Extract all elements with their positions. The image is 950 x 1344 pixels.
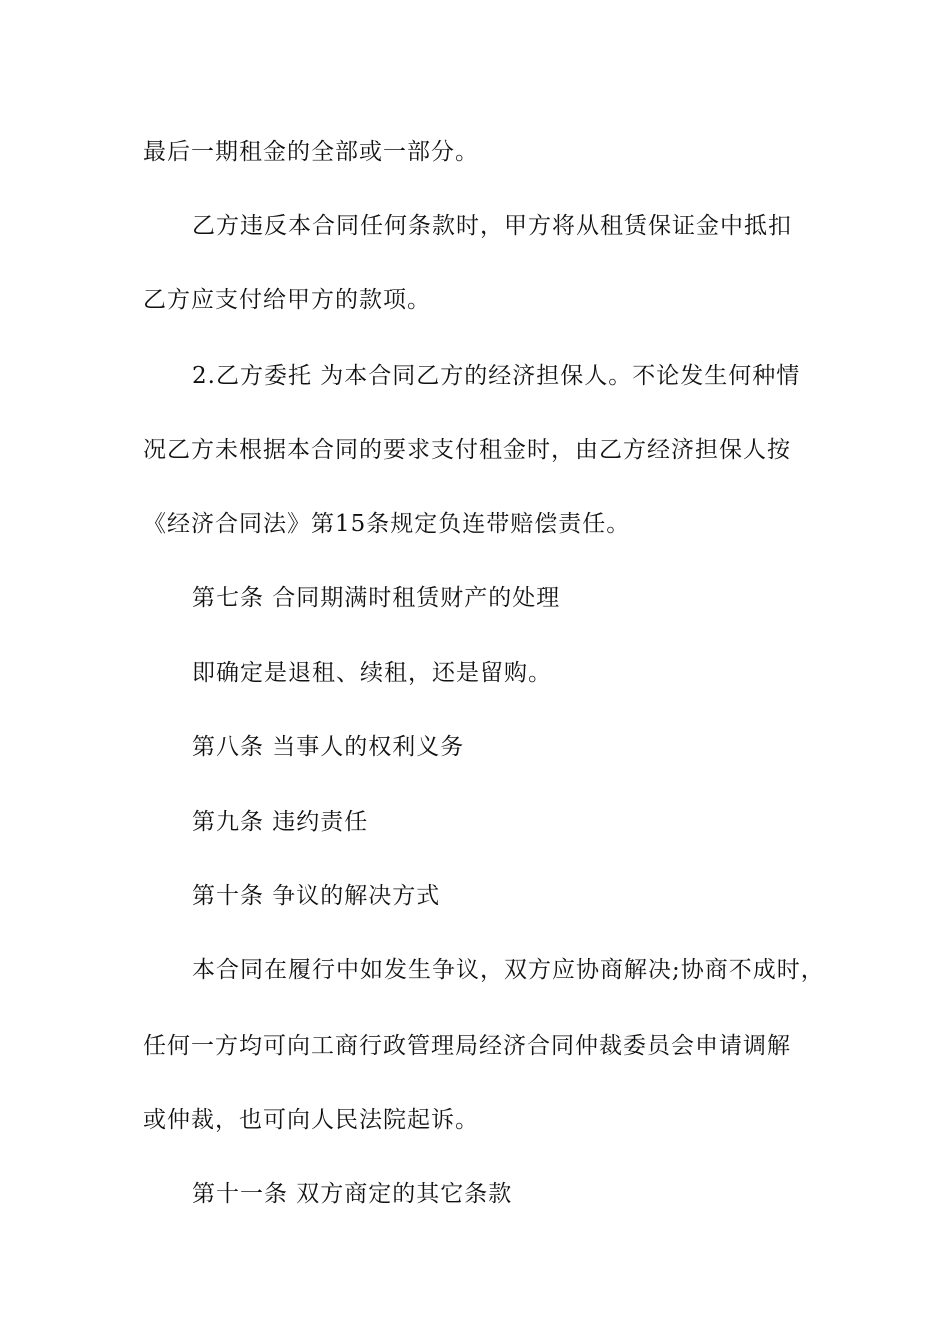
article-heading: 第八条 当事人的权利义务 [192,734,465,760]
paragraph-line: 任何一方均可向工商行政管理局经济合同仲裁委员会申请调解 [143,1033,791,1059]
paragraph-line: 乙方违反本合同任何条款时，甲方将从租赁保证金中抵扣 [192,213,792,239]
paragraph-line: 乙方应支付给甲方的款项。 [143,287,431,313]
article-heading: 第十条 争议的解决方式 [192,883,441,909]
article-heading: 第九条 违约责任 [192,809,369,835]
paragraph-line: 况乙方未根据本合同的要求支付租金时，由乙方经济担保人按 [143,437,791,463]
article-heading: 第七条 合同期满时租赁财产的处理 [192,585,561,611]
paragraph-line: 2.乙方委托 为本合同乙方的经济担保人。不论发生何种情 [192,363,801,389]
paragraph-line: 本合同在履行中如发生争议，双方应协商解决;协商不成时， [192,957,825,983]
paragraph-line: 《经济合同法》第15条规定负连带赔偿责任。 [143,511,631,537]
article-heading: 第十一条 双方商定的其它条款 [192,1181,513,1207]
paragraph-line: 最后一期租金的全部或一部分。 [143,139,479,165]
paragraph-line: 或仲裁，也可向人民法院起诉。 [143,1107,479,1133]
paragraph-line: 即确定是退租、续租，还是留购。 [192,660,552,686]
